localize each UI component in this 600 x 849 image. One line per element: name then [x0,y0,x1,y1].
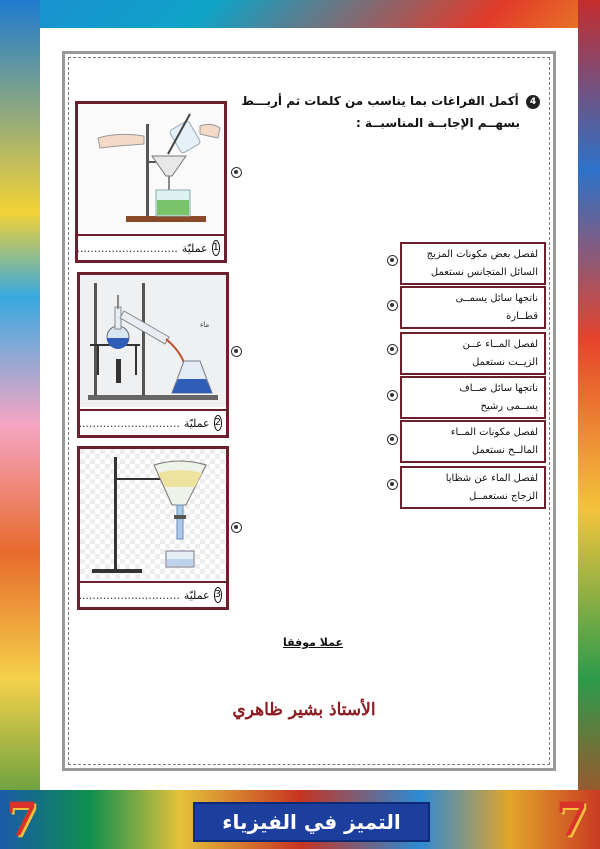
image-1-number: 1 [212,240,220,256]
question-text-line-2: بسهــم الإجابــة المناسبــة : [355,116,520,130]
answer-box-5 [400,420,546,463]
connector-answer-2[interactable] [387,300,398,311]
image-2-number: 2 [214,415,222,431]
image-box-3 [77,446,229,610]
image-2-caption [80,409,226,435]
connector-answer-3[interactable] [387,344,398,355]
image-3-caption [80,581,226,607]
answer-2-line-2: قطــارة [506,311,538,322]
good-luck-note: عملا موفقا [283,636,344,649]
answer-6-line-2: الزجاج نستعمــل [469,491,538,502]
answer-box-4 [400,376,546,419]
background-right-strip [578,0,600,849]
connector-answer-5[interactable] [387,434,398,445]
decantation-illustration [80,449,226,579]
image-2-blank[interactable]: ............................. [78,416,180,430]
author-name: الأستاذ بشير ظاهري [232,700,376,720]
connector-answer-6[interactable] [387,479,398,490]
image-3-blank[interactable]: ............................. [78,588,180,602]
answer-2-line-1: ناتجها سائل يسمــى [455,293,538,304]
distillation-illustration [80,275,226,407]
question-text-line-1: أكمل الفراغات بما يناسب من كلمات ثم أربـــط [241,94,519,108]
question-header [236,90,540,150]
distillation-apparatus-icon [80,275,226,407]
answer-4-line-2: يســمى رشيح [480,401,538,412]
corner-seven-right: 7 [556,792,589,846]
answer-5-line-2: المالــح نستعمل [471,445,538,456]
answer-1-line-1: لفصل بعض مكونات المزيج [426,249,538,260]
connector-answer-4[interactable] [387,390,398,401]
image-3-label: عمليّة [183,588,210,602]
answer-box-2 [400,286,546,329]
image-1-label: عمليّة [181,241,208,255]
image-1-caption [78,234,224,260]
answer-3-line-1: لفصل المــاء عــن [462,339,538,350]
separatory-funnel-icon [80,449,226,579]
image-2-label: عمليّة [183,416,210,430]
image-box-2 [77,272,229,438]
filtration-illustration [78,104,224,232]
answer-box-6 [400,466,546,509]
answer-3-line-2: الزيــت نستعمل [472,357,538,368]
image-3-number: 3 [214,587,222,603]
answer-1-line-2: السائل المتجانس نستعمل [430,267,538,278]
connector-answer-1[interactable] [387,255,398,266]
connector-image-1[interactable] [231,167,242,178]
image-1-blank[interactable]: ............................. [76,241,178,255]
question-line-2 [236,112,540,134]
image-box-1 [75,101,227,263]
question-number-badge: 4 [526,95,540,109]
answer-5-line-1: لفصل مكونات المــاء [450,427,538,438]
filtration-apparatus-icon [78,104,224,232]
answer-4-line-1: ناتجها سائل صــاف [459,383,538,394]
answer-box-1 [400,242,546,285]
corner-seven-left: 7 [6,792,39,846]
svg-text:ماء: ماء [200,321,210,329]
answer-box-3 [400,332,546,375]
connector-image-3[interactable] [231,522,242,533]
question-line-1 [236,90,540,112]
answer-6-line-1: لفصل الماء عن شظايا [445,473,538,484]
physics-banner: التميز في الفيزياء [193,802,430,842]
background-left-strip [0,0,40,849]
connector-image-2[interactable] [231,346,242,357]
